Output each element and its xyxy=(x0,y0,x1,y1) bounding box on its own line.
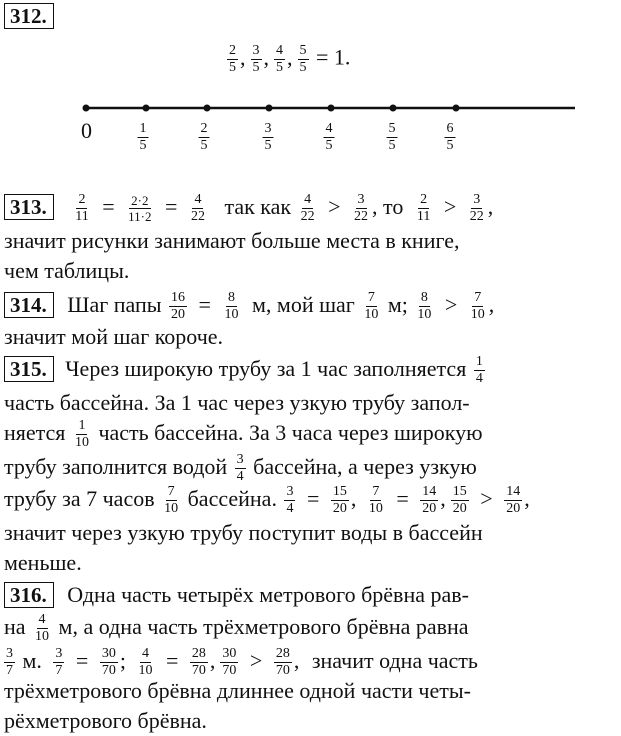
p315-line-4: трубу заполнится водой $\frac{3}{4}$ бассейна, а через узкую xyxy=(4,452,477,485)
fraction: $\frac{3}{22}$ xyxy=(354,192,369,225)
tick-label: $\frac{3}{5}$ xyxy=(264,121,272,153)
point-4-5 xyxy=(328,105,335,112)
p316-line-2: на $\frac{4}{10}$ м, а одна часть трёхметрового брёвна равна xyxy=(4,612,469,645)
p316-line-3: $\frac{3}{7}$ м. $\frac{3}{7}$ = $\frac{30}{70}$ ; $\frac{4}{10}$ = $\frac{28}{70}$ , $\frac{30}{70}$ > $\frac{28}{70}$ , значит одна часть xyxy=(6,646,478,679)
fraction: $\frac{15}{20}$ xyxy=(452,484,467,517)
problem-number-314: 314. xyxy=(4,292,54,318)
fraction: $\frac{7}{10}$ xyxy=(364,290,379,323)
p313-line-2: значит рисунки занимают больше места в книге, xyxy=(4,228,460,253)
fraction: $\frac{5}{5}$ xyxy=(299,43,307,75)
fraction: $\frac{3}{7}$ xyxy=(6,646,13,679)
fraction: $\frac{4}{22}$ xyxy=(190,192,205,225)
fraction: $\frac{4}{22}$ xyxy=(300,192,315,225)
p315-line-6: значит через узкую трубу поступит воды в бассейн xyxy=(4,520,483,545)
fraction: $\frac{30}{70}$ xyxy=(222,646,237,679)
p316-line-5: рёхметрового брёвна. xyxy=(4,708,207,733)
tick-label: $\frac{2}{5}$ xyxy=(200,121,208,153)
point-2-5 xyxy=(204,105,211,112)
p313-line-3: чем таблицы. xyxy=(4,258,130,283)
fraction: $\frac{3}{7}$ xyxy=(55,646,63,679)
p314-line-1: 314. Шаг папы $\frac{16}{20}$ = $\frac{8}{10}$ м, мой шаг $\frac{7}{10}$ м; $\frac{8}{10}$ > $\frac{7}{10}$ , xyxy=(4,290,613,322)
point-6-5 xyxy=(453,105,460,112)
fraction: $\frac{4}{5}$ xyxy=(276,43,283,75)
p313-line-1: 313. $\frac{2}{11}$ = $\frac{2\cdot 2}{11\cdot 2}$ = $\frac{4}{22}$ так как $\frac{4}{22}$ > $\frac{3}{22}$ , то $\frac{2}{11}$ > $\frac{3}{22}$ , xyxy=(4,192,613,224)
fraction: $\frac{7}{10}$ xyxy=(164,484,179,517)
fraction: $\frac{14}{20}$ xyxy=(506,484,521,517)
fraction: $\frac{28}{70}$ xyxy=(191,646,206,679)
p315-line-7: меньше. xyxy=(4,550,82,575)
fraction: $\frac{15}{20}$ xyxy=(332,484,347,517)
fraction: $\frac{3}{4}$ xyxy=(236,452,244,485)
fraction: $\frac{1}{4}$ xyxy=(475,354,483,387)
equation-rhs: = 1. xyxy=(316,44,351,70)
fraction: $\frac{2\cdot 2}{11\cdot 2}$ xyxy=(128,193,152,225)
p315-line-2: часть бассейна. За 1 час через узкую трубу запол- xyxy=(4,390,470,415)
fraction: $\frac{16}{20}$ xyxy=(171,290,186,323)
fraction: $\frac{4}{10}$ xyxy=(138,646,153,679)
tick-label-zero: 0 xyxy=(81,118,92,143)
number-line xyxy=(0,0,621,170)
point-5-5 xyxy=(390,105,397,112)
fraction: $\frac{3}{5}$ xyxy=(252,43,260,75)
fraction: $\frac{28}{70}$ xyxy=(275,646,290,679)
fraction: $\frac{1}{10}$ xyxy=(74,418,89,451)
p315-line-1: 315. Через широкую трубу за 1 час заполняется $\frac{1}{4}$ xyxy=(4,354,613,386)
point-1-5 xyxy=(143,105,150,112)
p315-line-5: трубу за 7 часов $\frac{7}{10}$ бассейна. $\frac{3}{4}$ = $\frac{15}{20}$ , $\frac{7}{10}$ = $\frac{14}{20}$ , $\frac{15}{20}$ > $\frac{14}{20}$ , xyxy=(4,484,530,517)
tick-label: $\frac{5}{5}$ xyxy=(388,121,396,153)
point-3-5 xyxy=(266,105,273,112)
p316-line-4: трёхметрового брёвна длиннее одной части четы- xyxy=(4,678,471,703)
fraction: $\frac{2}{11}$ xyxy=(75,192,89,225)
problem-number-316: 316. xyxy=(4,582,54,608)
fraction: $\frac{3}{22}$ xyxy=(469,192,484,225)
problem-number-313: 313. xyxy=(4,194,54,220)
equation-312: $\frac{2}{5}$ , $\frac{3}{5}$ , $\frac{4}{5}$ , $\frac{5}{5}$ = 1. xyxy=(229,43,351,75)
problem-number-312: 312. xyxy=(4,3,54,29)
tick-label: $\frac{6}{5}$ xyxy=(446,121,454,153)
tick-label: $\frac{4}{5}$ xyxy=(325,121,333,153)
fraction: $\frac{14}{20}$ xyxy=(422,484,437,517)
fraction: $\frac{2}{11}$ xyxy=(416,192,431,225)
p316-line-1: 316. Одна часть четырёх метрового брёвна рав- xyxy=(4,580,613,610)
fraction: $\frac{30}{70}$ xyxy=(101,646,116,679)
point-0 xyxy=(83,105,90,112)
fraction: $\frac{8}{10}$ xyxy=(224,290,239,323)
fraction: $\frac{3}{4}$ xyxy=(286,484,294,517)
problem-number-315: 315. xyxy=(4,356,54,382)
tick-label: $\frac{1}{5}$ xyxy=(139,121,147,153)
fraction: $\frac{7}{10}$ xyxy=(470,290,485,323)
fraction: $\frac{4}{10}$ xyxy=(35,612,50,645)
fraction: $\frac{7}{10}$ xyxy=(368,484,383,517)
fraction: $\frac{8}{10}$ xyxy=(417,290,432,323)
fraction: $\frac{2}{5}$ xyxy=(229,43,236,75)
p315-line-3: няется $\frac{1}{10}$ часть бассейна. За 3 часа через широкую xyxy=(4,418,483,451)
p314-line-2: значит мой шаг короче. xyxy=(4,324,224,349)
